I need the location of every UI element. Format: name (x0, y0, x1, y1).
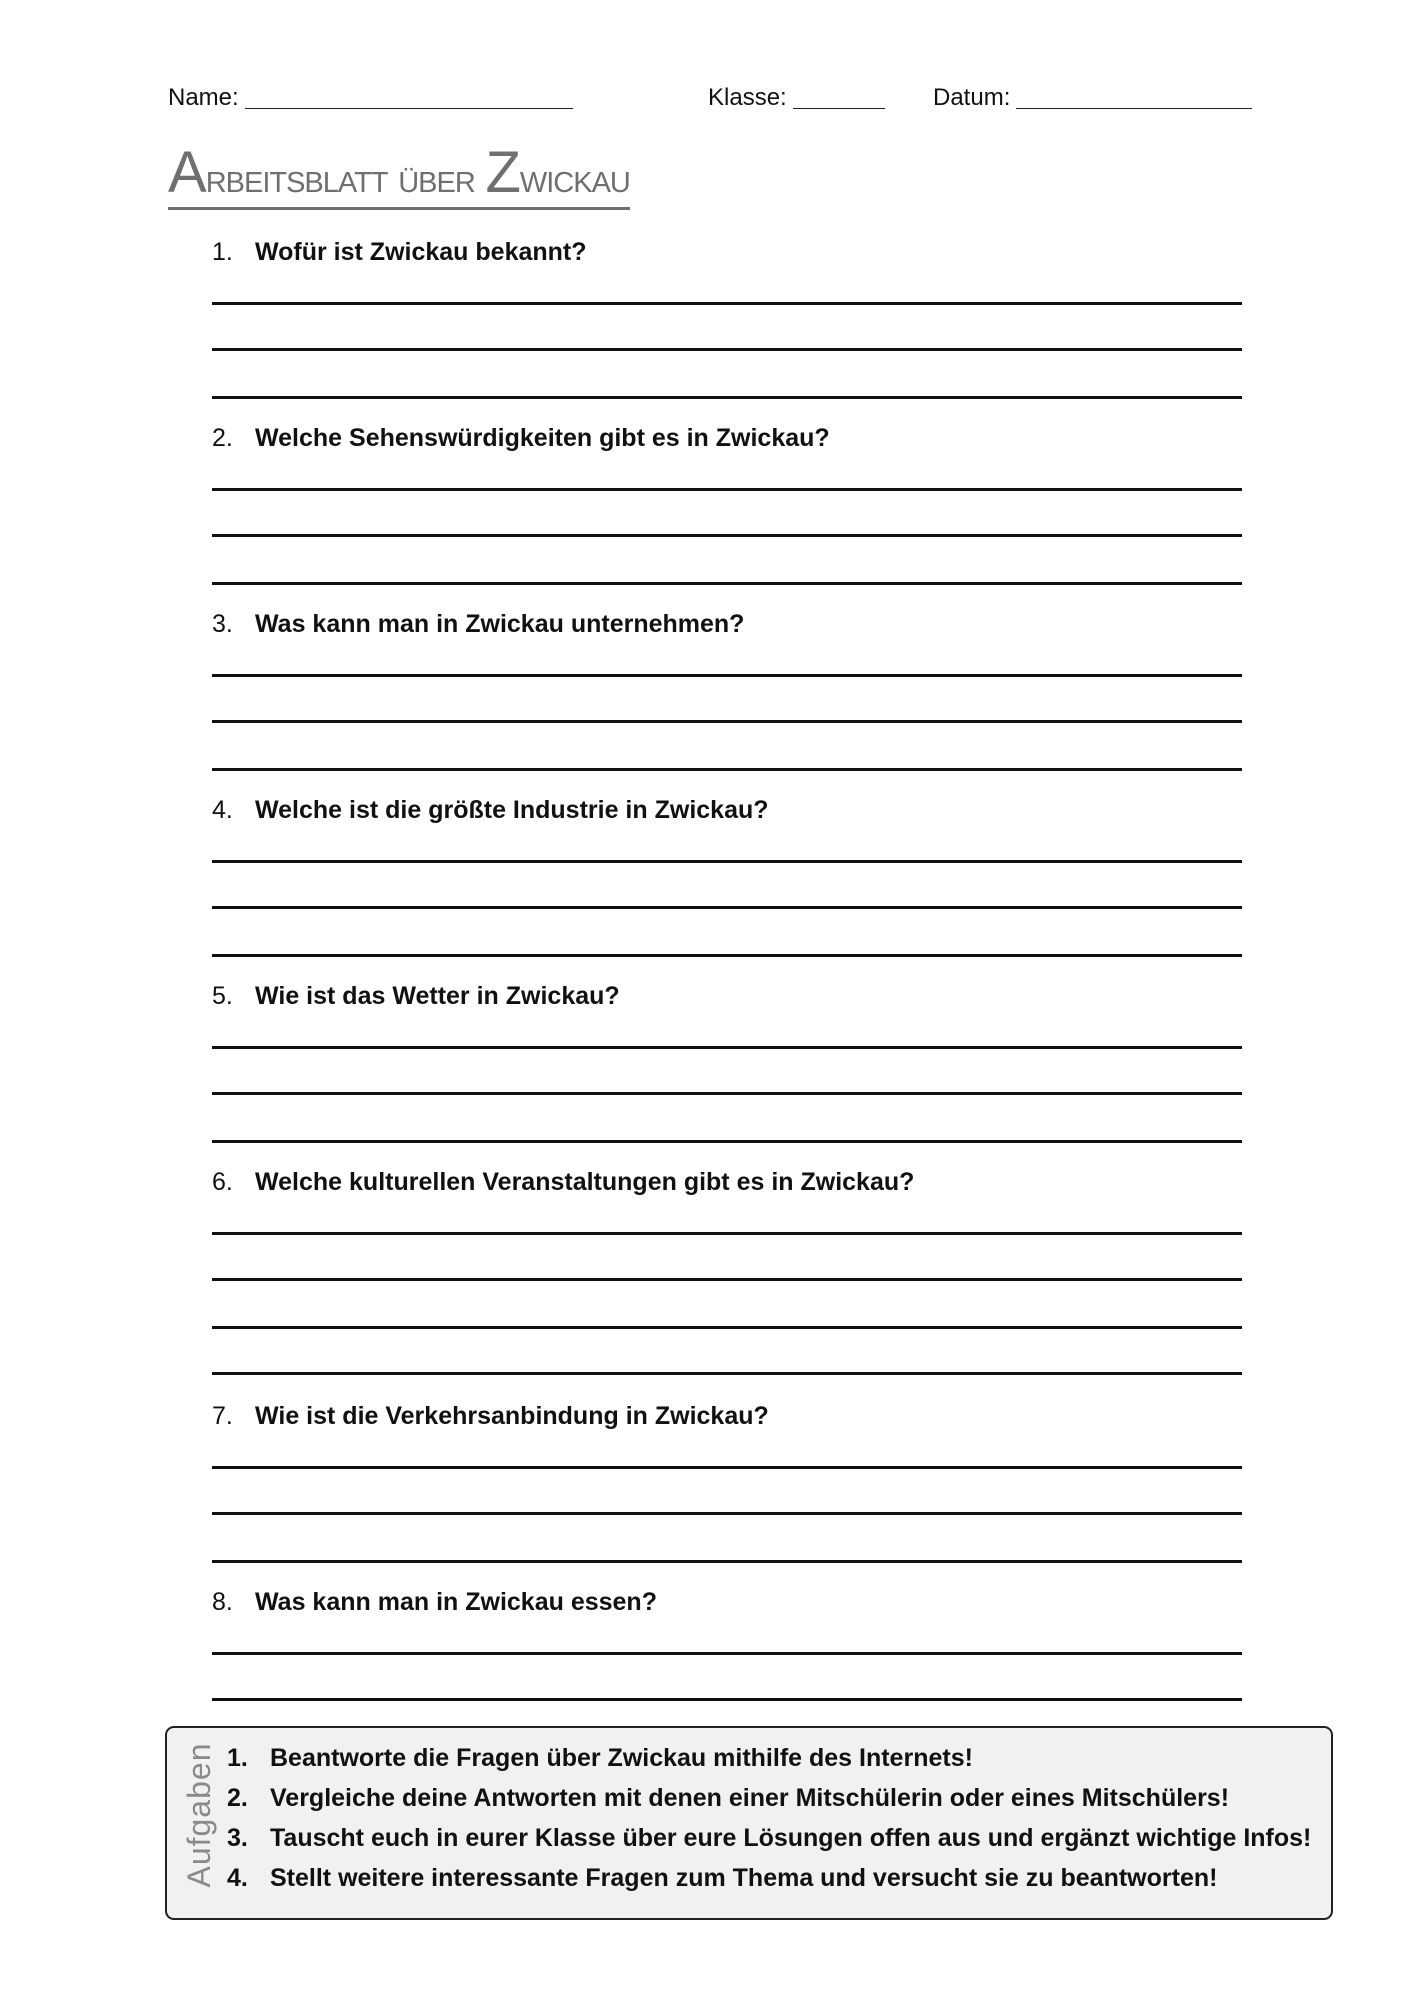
question-7 (212, 1396, 1242, 1436)
class-blank[interactable] (793, 86, 885, 109)
question-text: Welche Sehenswürdigkeiten gibt es in Zwickau? (255, 424, 830, 452)
task-number: 3. (227, 1824, 248, 1852)
question-number: 4. (212, 796, 233, 824)
answer-line[interactable] (212, 1372, 1242, 1375)
task-text: Beantworte die Fragen über Zwickau mithilfe des Internets! (270, 1744, 973, 1772)
answer-line[interactable] (212, 1092, 1242, 1095)
title-initial-a: A (168, 140, 206, 205)
answer-line[interactable] (212, 582, 1242, 585)
date-blank[interactable] (1016, 86, 1252, 109)
name-field[interactable] (168, 84, 573, 112)
question-number: 8. (212, 1588, 233, 1616)
class-label: Klasse: (708, 84, 787, 111)
question-4 (212, 790, 1242, 830)
name-label: Name: (168, 84, 239, 111)
question-heading (212, 418, 1242, 458)
answer-line[interactable] (212, 302, 1242, 305)
answer-line[interactable] (212, 348, 1242, 351)
answer-line[interactable] (212, 1140, 1242, 1143)
answer-line[interactable] (212, 1698, 1242, 1701)
title-initial-z: Z (485, 140, 520, 205)
answer-line[interactable] (212, 768, 1242, 771)
question-heading (212, 1396, 1242, 1436)
question-text: Was kann man in Zwickau unternehmen? (255, 610, 745, 638)
question-text: Wie ist das Wetter in Zwickau? (255, 982, 620, 1010)
question-heading (212, 1582, 1242, 1622)
question-number: 6. (212, 1168, 233, 1196)
question-text: Welche kulturellen Veranstaltungen gibt es in Zwickau? (255, 1168, 915, 1196)
answer-line[interactable] (212, 534, 1242, 537)
answer-line[interactable] (212, 1232, 1242, 1235)
question-heading (212, 1162, 1242, 1202)
question-heading (212, 790, 1242, 830)
answer-line[interactable] (212, 1046, 1242, 1049)
question-2 (212, 418, 1242, 458)
question-3 (212, 604, 1242, 644)
answer-line[interactable] (212, 1560, 1242, 1563)
student-info-header (168, 84, 1258, 118)
answer-line[interactable] (212, 1278, 1242, 1281)
tasks-label: Aufgaben (181, 1742, 217, 1888)
question-number: 3. (212, 610, 233, 638)
answer-line[interactable] (212, 860, 1242, 863)
question-text: Wofür ist Zwickau bekannt? (255, 238, 587, 266)
question-text: Was kann man in Zwickau essen? (255, 1588, 657, 1616)
tasks-box (165, 1726, 1333, 1920)
title-part-1: rbeitsblatt über (205, 154, 486, 201)
question-number: 2. (212, 424, 233, 452)
answer-line[interactable] (212, 1326, 1242, 1329)
task-text: Stellt weitere interessante Fragen zum Thema und versucht sie zu beantworten! (270, 1864, 1218, 1892)
task-number: 4. (227, 1864, 248, 1892)
question-heading (212, 604, 1242, 644)
question-8 (212, 1582, 1242, 1622)
question-text: Welche ist die größte Industrie in Zwickau? (255, 796, 769, 824)
task-text: Vergleiche deine Antworten mit denen einer Mitschülerin oder eines Mitschülers! (270, 1784, 1230, 1812)
answer-line[interactable] (212, 1652, 1242, 1655)
question-5 (212, 976, 1242, 1016)
date-label: Datum: (933, 84, 1011, 111)
question-text: Wie ist die Verkehrsanbindung in Zwickau? (255, 1402, 769, 1430)
name-blank[interactable] (245, 86, 573, 109)
question-heading (212, 976, 1242, 1016)
answer-line[interactable] (212, 954, 1242, 957)
answer-line[interactable] (212, 488, 1242, 491)
title-part-2: wickau (519, 154, 630, 201)
task-text: Tauscht euch in eurer Klasse über eure Lösungen offen aus und ergänzt wichtige Infos! (270, 1824, 1312, 1852)
worksheet-title (168, 140, 630, 210)
task-number: 2. (227, 1784, 248, 1812)
question-6 (212, 1162, 1242, 1202)
question-number: 7. (212, 1402, 233, 1430)
answer-line[interactable] (212, 906, 1242, 909)
date-field[interactable] (933, 84, 1252, 112)
question-heading (212, 232, 1242, 272)
question-number: 5. (212, 982, 233, 1010)
answer-line[interactable] (212, 720, 1242, 723)
task-number: 1. (227, 1744, 248, 1772)
question-number: 1. (212, 238, 233, 266)
answer-line[interactable] (212, 1466, 1242, 1469)
answer-line[interactable] (212, 674, 1242, 677)
answer-line[interactable] (212, 396, 1242, 399)
answer-line[interactable] (212, 1512, 1242, 1515)
question-1 (212, 232, 1242, 272)
class-field[interactable] (708, 84, 885, 112)
